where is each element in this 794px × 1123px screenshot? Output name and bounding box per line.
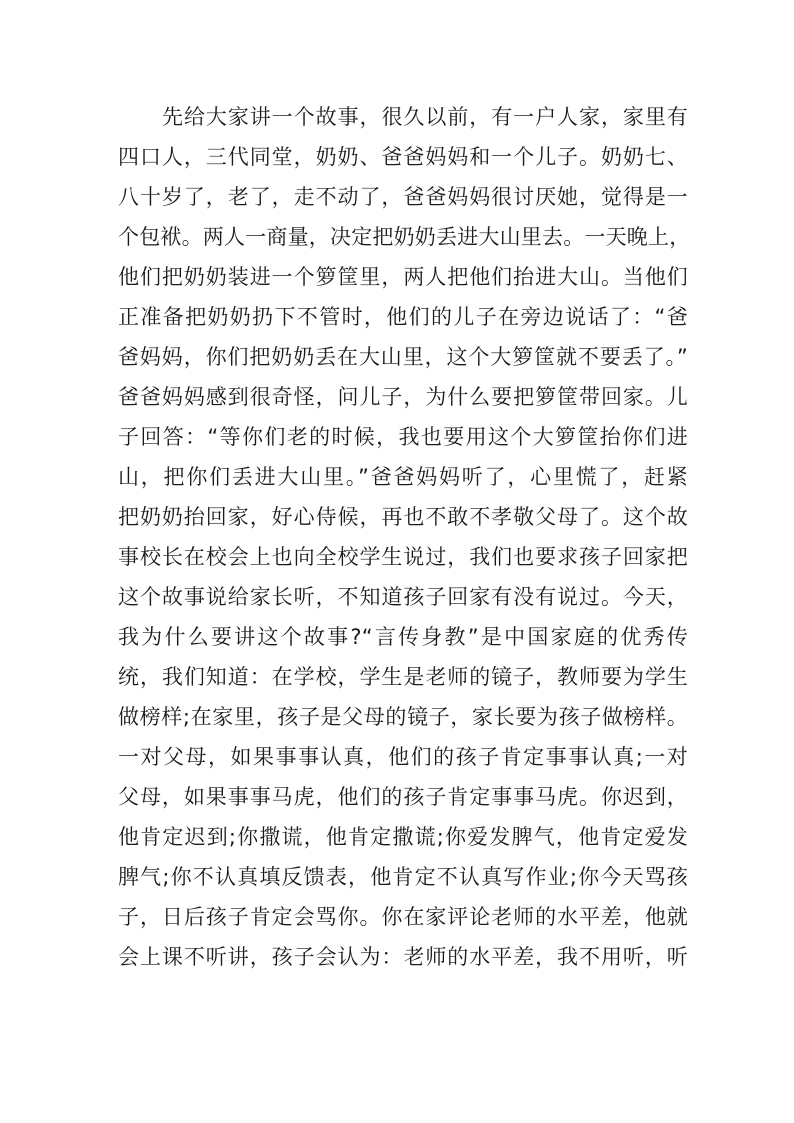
paragraph-line: 他们把奶奶装进一个箩筐里，两人把他们抬进大山。当他们	[118, 265, 688, 289]
paragraph-line: 山，把你们丢进大山里。”爸爸妈妈听了，心里慌了，赶紧	[118, 465, 688, 489]
paragraph-line: 这个故事说给家长听，不知道孩子回家有没有说过。今天，	[118, 585, 688, 609]
paragraph-line: 脾气;你不认真填反馈表，他肯定不认真写作业;你今天骂孩	[118, 865, 688, 889]
paragraph-line: 子回答：“等你们老的时候，我也要用这个大箩筐抬你们进	[118, 425, 688, 449]
paragraph-line: 爸爸妈妈感到很奇怪，问儿子，为什么要把箩筐带回家。儿	[118, 385, 688, 409]
paragraph-line: 事校长在校会上也向全校学生说过，我们也要求孩子回家把	[118, 545, 688, 569]
paragraph-line: 先给大家讲一个故事，很久以前，有一户人家，家里有	[162, 105, 688, 129]
paragraph-line: 一对父母，如果事事认真，他们的孩子肯定事事认真;一对	[118, 745, 688, 769]
paragraph-line: 做榜样;在家里，孩子是父母的镜子，家长要为孩子做榜样。	[118, 705, 688, 729]
paragraph-line: 会上课不听讲，孩子会认为：老师的水平差，我不用听，听	[118, 945, 688, 969]
paragraph-line: 他肯定迟到;你撒谎，他肯定撒谎;你爱发脾气，他肯定爱发	[118, 825, 688, 849]
paragraph-line: 爸妈妈，你们把奶奶丢在大山里，这个大箩筐就不要丢了。”	[118, 345, 688, 369]
paragraph-line: 个包袱。两人一商量，决定把奶奶丢进大山里去。一天晚上，	[118, 225, 691, 249]
paragraph-line: 正准备把奶奶扔下不管时，他们的儿子在旁边说话了：“爸	[118, 305, 688, 329]
paragraph-line: 八十岁了，老了，走不动了，爸爸妈妈很讨厌她，觉得是一	[118, 185, 688, 209]
paragraph-line: 子，日后孩子肯定会骂你。你在家评论老师的水平差，他就	[118, 905, 688, 929]
paragraph-line: 父母，如果事事马虎，他们的孩子肯定事事马虎。你迟到，	[118, 785, 688, 809]
paragraph-line: 统，我们知道：在学校，学生是老师的镜子，教师要为学生	[118, 665, 688, 689]
paragraph-line: 我为什么要讲这个故事?“言传身教”是中国家庭的优秀传	[118, 625, 688, 649]
paragraph-line: 四口人，三代同堂，奶奶、爸爸妈妈和一个儿子。奶奶七、	[118, 145, 688, 169]
paragraph-line: 把奶奶抬回家，好心侍候，再也不敢不孝敬父母了。这个故	[118, 505, 688, 529]
